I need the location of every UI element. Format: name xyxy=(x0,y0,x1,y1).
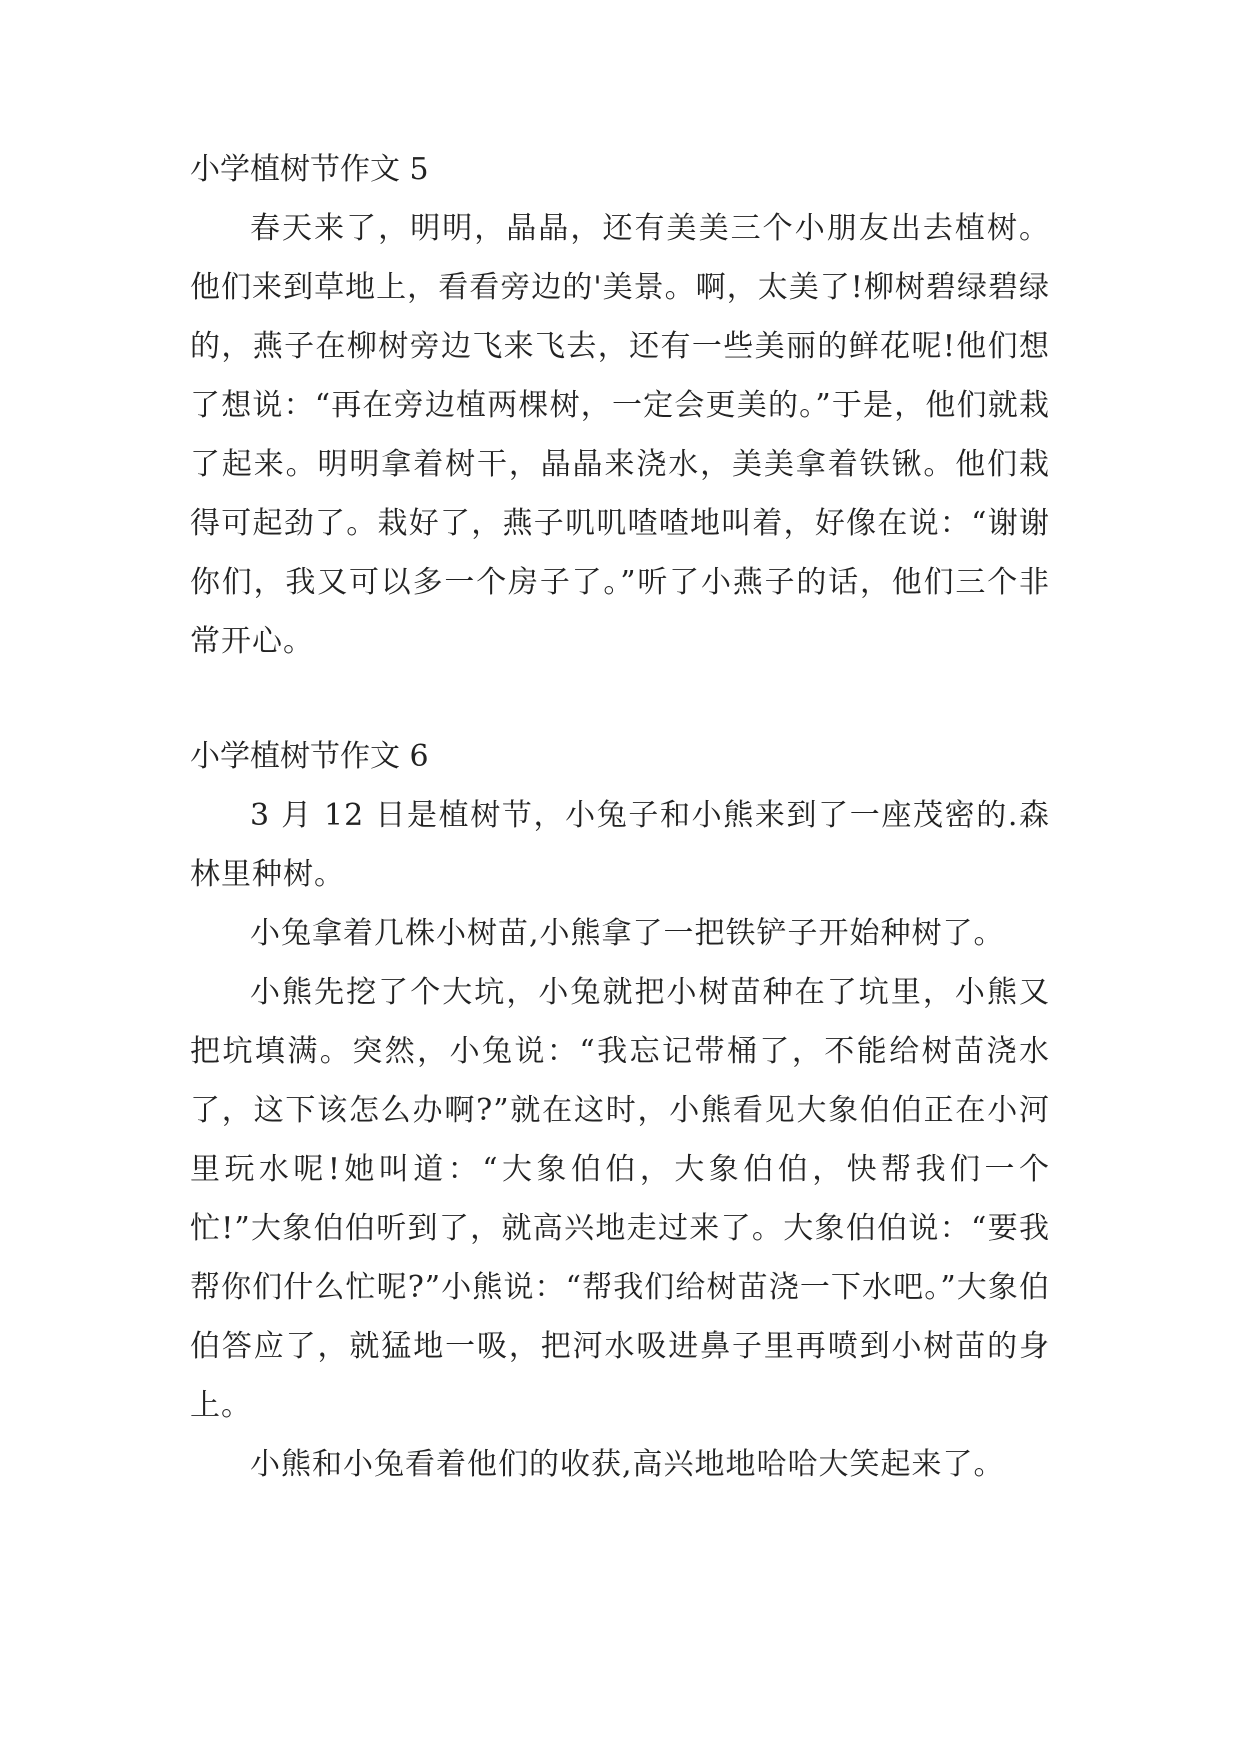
section-title: 小学植树节作文 6 xyxy=(190,739,429,774)
essay-section-6 xyxy=(190,727,1050,1494)
paragraph: 小熊先挖了个大坑，小兔就把小树苗种在了坑里，小熊又把坑填满。突然，小兔说：“我忘记带桶了，不能给树苗浇水了，这下该怎么办啊?”就在这时，小熊看见大象伯伯正在小河里玩水呢!她叫道：“大象伯伯，大象伯伯，快帮我们一个忙!”大象伯伯听到了，就高兴地走过来了。大象伯伯说：“要我帮你们什么忙呢?”小熊说：“帮我们给树苗浇一下水吧。”大象伯伯答应了，就猛地一吸，把河水吸进鼻子里再喷到小树苗的身上。 xyxy=(190,975,1050,1423)
paragraph: 小熊和小兔看着他们的收获,高兴地地哈哈大笑起来了。 xyxy=(250,1447,1005,1482)
paragraph: 3 月 12 日是植树节，小兔子和小熊来到了一座茂密的.森林里种树。 xyxy=(190,798,1050,892)
paragraph: 春天来了，明明，晶晶，还有美美三个小朋友出去植树。他们来到草地上，看看旁边的'美景。啊，太美了!柳树碧绿碧绿的，燕子在柳树旁边飞来飞去，还有一些美丽的鲜花呢!他们想了想说：“再在旁边植两棵树，一定会更美的。”于是，他们就栽了起来。明明拿着树干，晶晶来浇水，美美拿着铁锹。他们栽得可起劲了。栽好了，燕子叽叽喳喳地叫着，好像在说：“谢谢你们，我又可以多一个房子了。”听了小燕子的话，他们三个非常开心。 xyxy=(190,211,1050,659)
section-spacer xyxy=(190,671,1050,727)
essay-section-5 xyxy=(190,140,1050,671)
section-title: 小学植树节作文 5 xyxy=(190,152,429,187)
paragraph: 小兔拿着几株小树苗,小熊拿了一把铁铲子开始种树了。 xyxy=(250,916,1005,951)
document-page xyxy=(190,140,1050,1494)
